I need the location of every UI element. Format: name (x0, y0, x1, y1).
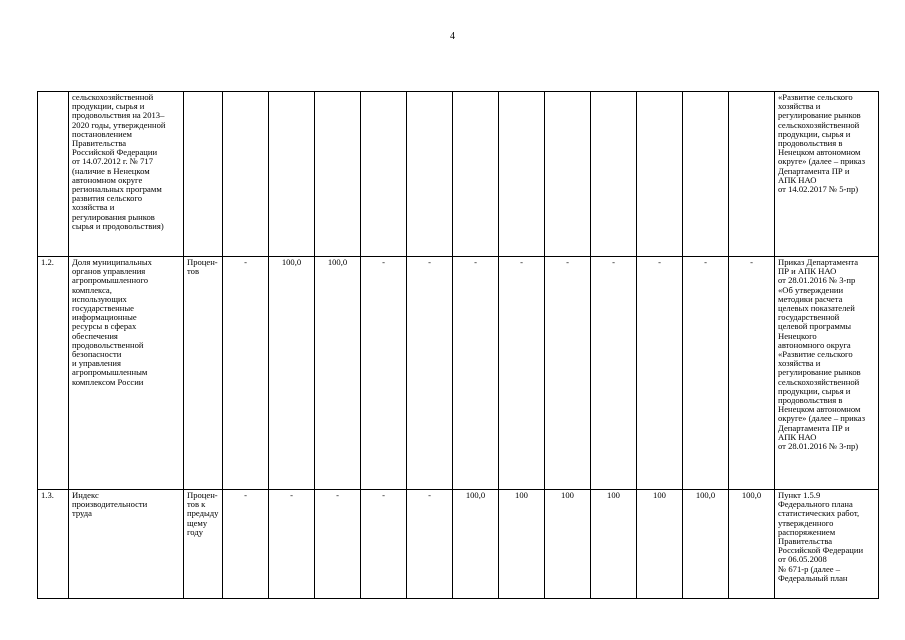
value-cell (361, 92, 407, 257)
value-cell (269, 92, 315, 257)
indicator-name: сельскохозяйственной продукции, сырья и продовольствия на 2013– 2020 годы, утвержденной постановлением Правительства Российской Федерации от 14.07.2012 г. № 717 (наличие в Ненецком автономном округе региональных программ развития сельского хозяйства и регулирования рынков сырья и продовольствия) (69, 92, 184, 257)
value-cell: - (315, 490, 361, 599)
value-cell (315, 92, 361, 257)
value-cell (729, 92, 775, 257)
value-cell (223, 92, 269, 257)
source-cell: Пункт 1.5.9 Федерального плана статистических работ, утвержденного распоряжением Правительства Российской Федерации от 06.05.2008 № 671-р (далее – Федеральный план (775, 490, 879, 599)
value-cell (683, 92, 729, 257)
value-cell: - (407, 490, 453, 599)
value-cell: - (729, 257, 775, 490)
row-number: 1.2. (38, 257, 69, 490)
source-cell: «Развитие сельского хозяйства и регулирование рынков сельскохозяйственной продукции, сырья и продовольствия в Ненецком автономном округе» (далее – приказ Департамента ПР и АПК НАО от 14.02.2017 № 5-пр) (775, 92, 879, 257)
source-cell: Приказ Департамента ПР и АПК НАО от 28.01.2016 № 3-пр «Об утверждении методики расчета целевых показателей государственной целевой программы Ненецкого автономного округа «Развитие сельского хозяйства и регулирование рынков сельскохозяйственной продукции, сырья и продовольствия в Ненецком автономном округе» (далее – приказ Департамента ПР и АПК НАО от 28.01.2016 № 3-пр) (775, 257, 879, 490)
value-cell (591, 92, 637, 257)
value-cell (453, 92, 499, 257)
value-cell: - (223, 257, 269, 490)
value-cell: 100,0 (315, 257, 361, 490)
value-cell: - (223, 490, 269, 599)
value-cell: 100,0 (729, 490, 775, 599)
value-cell: 100 (637, 490, 683, 599)
unit-cell (184, 92, 223, 257)
value-cell: - (683, 257, 729, 490)
value-cell: 100 (499, 490, 545, 599)
value-cell: 100,0 (683, 490, 729, 599)
value-cell: - (545, 257, 591, 490)
value-cell: 100,0 (269, 257, 315, 490)
value-cell: 100 (591, 490, 637, 599)
value-cell (545, 92, 591, 257)
page-number: 4 (450, 31, 455, 42)
indicator-name: Доля муниципальных органов управления агропромышленного комплекса, использующих государственные информационные ресурсы в сферах обеспечения продовольственной безопасности и управления агропромышленным комплексом России (69, 257, 184, 490)
value-cell (637, 92, 683, 257)
value-cell: 100 (545, 490, 591, 599)
value-cell: - (499, 257, 545, 490)
value-cell: - (269, 490, 315, 599)
row-number (38, 92, 69, 257)
value-cell: - (637, 257, 683, 490)
value-cell (407, 92, 453, 257)
value-cell: 100,0 (453, 490, 499, 599)
table-row (38, 257, 879, 490)
value-cell (499, 92, 545, 257)
unit-cell: Процен- тов (184, 257, 223, 490)
value-cell: - (361, 490, 407, 599)
unit-cell: Процен- тов к предыду щему году (184, 490, 223, 599)
value-cell: - (361, 257, 407, 490)
table-row (38, 92, 879, 257)
value-cell: - (453, 257, 499, 490)
indicator-name: Индекс производительности труда (69, 490, 184, 599)
table-row (38, 490, 879, 599)
row-number: 1.3. (38, 490, 69, 599)
value-cell: - (407, 257, 453, 490)
indicators-table (37, 91, 879, 599)
value-cell: - (591, 257, 637, 490)
